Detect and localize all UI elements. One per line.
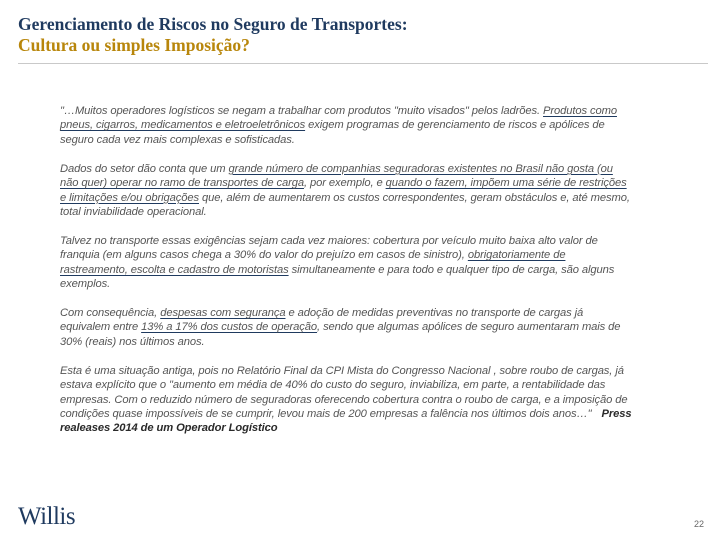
underlined-text: despesas com segurança	[160, 306, 286, 319]
underlined-text: grande número de companhias seguradoras existentes no Brasil não gosta (ou não quer) operar no ramo de transportes de carga	[60, 162, 613, 190]
text: Talvez no transporte essas exigências sejam cada vez maiores: cobertura por veículo muito baixa alto valor de franquia (em alguns casos chega a 30% do valor do prejuízo em casos de sinistro),	[60, 234, 598, 262]
paragraph-3	[60, 234, 634, 292]
text: exigem programas de gerenciamento de riscos e apólices de seguro cada vez mais complexas e sofisticadas.	[60, 119, 605, 146]
title-line-1: Gerenciamento de Riscos no Seguro de Transportes:	[18, 14, 408, 34]
source-attribution: Press realeases 2014 de um Operador Logístico	[60, 407, 632, 435]
page-number: 22	[693, 519, 704, 529]
underlined-text: quando o fazem, impõem uma série de restrições e limitações e/ou obrigações	[60, 177, 627, 204]
willis-logo: Willis	[18, 503, 76, 530]
text: Com consequência,	[60, 306, 161, 319]
text: "…Muitos operadores logísticos se negam a trabalhar com produtos "muito visados" pelos ladrões.	[60, 105, 544, 117]
text: simultaneamente e para todo e qualquer tipo de carga, são alguns exemplos.	[60, 263, 615, 291]
paragraph-4	[60, 306, 634, 349]
paragraph-5	[60, 364, 634, 436]
text: , por exemplo, e	[303, 177, 386, 190]
text: Dados do setor dão conta que um	[60, 162, 229, 175]
slide-title	[18, 14, 708, 56]
paragraph-1	[60, 104, 634, 147]
paragraph-2	[60, 162, 634, 220]
title-divider	[18, 63, 708, 64]
quote-body	[60, 104, 634, 450]
underlined-text: 13% a 17% dos custos de operação	[141, 321, 318, 334]
underlined-text: Produtos como pneus, cigarros, medicamentos e eletroeletrônicos	[60, 105, 617, 132]
text: e adoção de medidas preventivas no transporte de cargas já equivalem entre	[60, 306, 584, 334]
text: Esta é uma situação antiga, pois no Relatório Final da CPI Mista do Congresso Nacional , sobre roubo de cargas, já estava explícito que o "aumento em média de 40% do custo do seguro, inviabiliza, em parte, a rentabilidade das empresas. Com o reduzido número de seguradoras oferecendo cobertura contra o roubo de carga, e a imposição de condições quase impossíveis de se cumprir, levou mais de 200 empresas a falência nos últimos dois anos…"	[60, 364, 628, 420]
title-line-2: Cultura ou simples Imposição?	[18, 35, 250, 55]
text: , sendo que algumas apólices de seguro aumentaram mais de 30% (reais) nos últimos anos.	[60, 321, 621, 348]
text: que, além de aumentarem os custos correspondentes, geram obstáculos e, até mesmo, total inviabilidade operacional.	[60, 191, 630, 218]
underlined-text: obrigatoriamente de rastreamento, escolta e cadastro de motoristas	[60, 249, 566, 276]
